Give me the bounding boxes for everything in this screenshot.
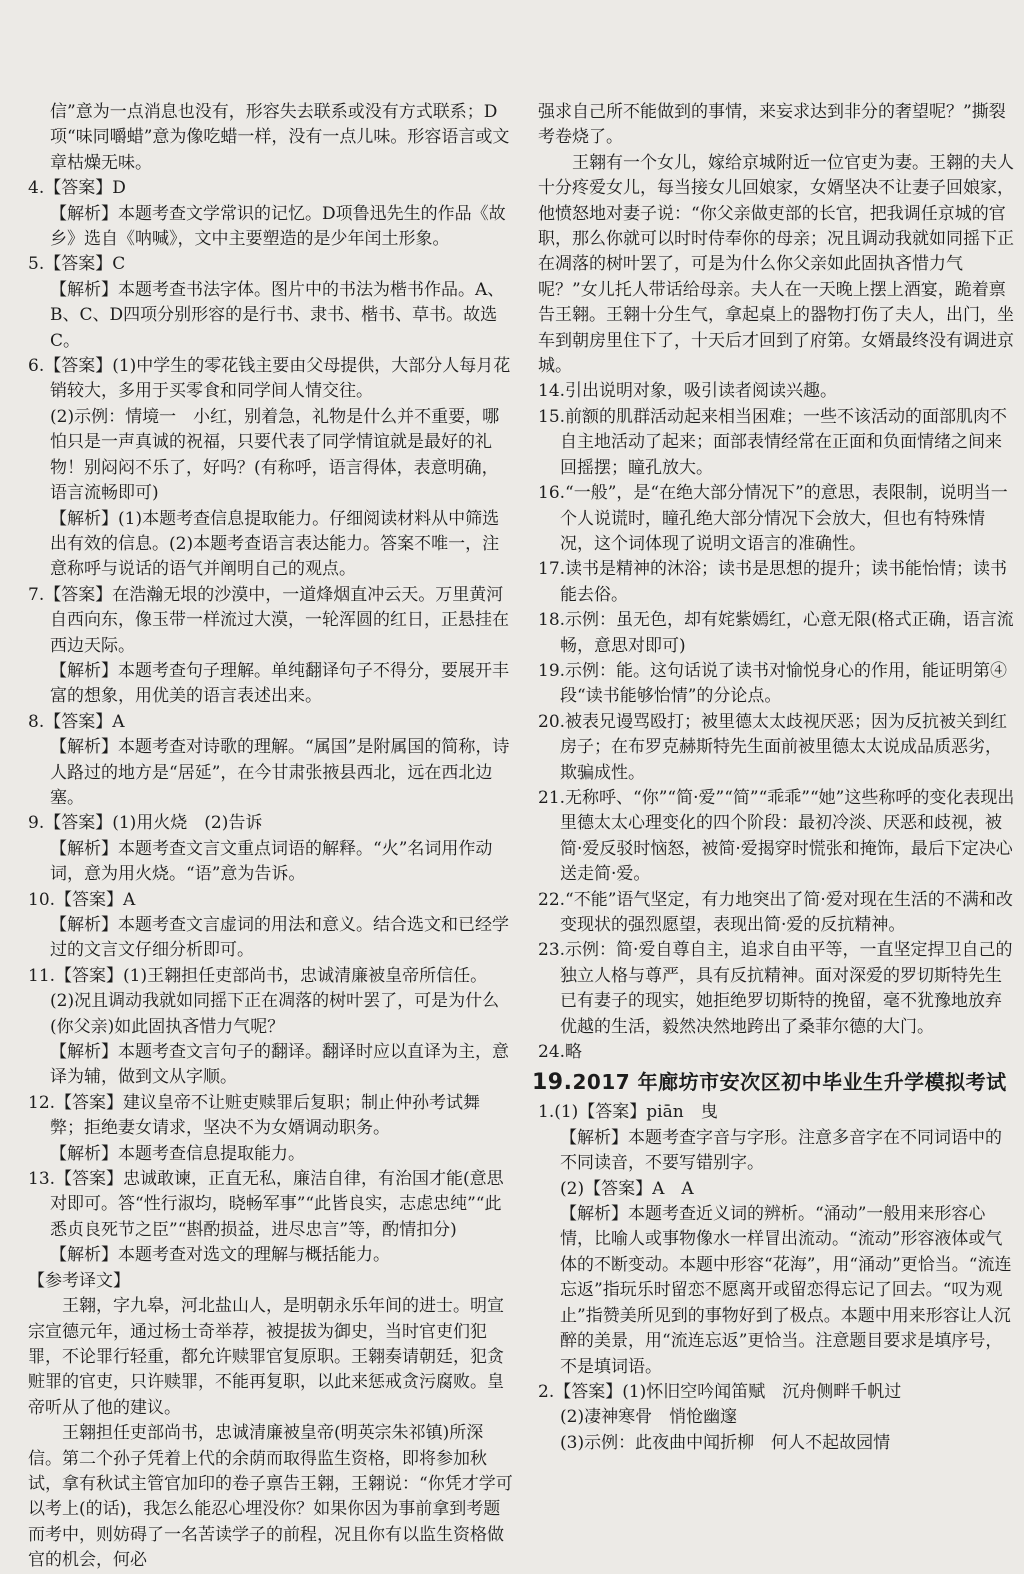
left_column-paragraph: (2)况且调动我就如同摇下正在凋落的树叶罢了，可是为什么(你父亲)如此固执吝惜力气呢？: [50, 991, 500, 1037]
left_column-paragraph: 【解析】本题考查文学常识的记忆。D项鲁迅先生的作品《故乡》选自《呐喊》，文中主要塑造的是少年闰土形象。: [50, 203, 506, 250]
left_column-paragraph: 4.【答案】D: [28, 178, 126, 199]
right_column-paragraph: 22.“不能”语气坚定，有力地突出了简·爱对现在生活的不满和改变现状的强烈愿望，表现出简·爱的反抗精神。: [538, 889, 1013, 935]
right_column-paragraph: 强求自己所不能做到的事情，来妄求达到非分的奢望呢？”撕裂考卷烧了。: [538, 102, 1006, 148]
section_column-paragraph: 1.(1)【答案】piān 曳: [538, 1102, 718, 1123]
left_column-paragraph: 【解析】本题考查对选文的理解与概括能力。: [50, 1245, 390, 1266]
right_column-paragraph: 20.被表兄谩骂殴打；被里德太太歧视厌恶；因为反抗被关到红房子；在布罗克赫斯特先生面前被里德太太说成品质恶劣，欺骗成性。: [538, 711, 1008, 783]
section_column-paragraph: 【解析】本题考查近义词的辨析。“涌动”一般用来形容心情，比喻人或事物像水一样冒出流动。“流动”形容液体或气体的不断变动。本题中形容“花海”，用“涌动”更恰当。“流连忘返”指玩乐时留恋不愿离开或留恋得忘记了回去。“叹为观止”指赞美所见到的事物好到了极点。本题中用来形容让人沉醉的美景，用“流连忘返”更恰当。注意题目要求是填序号，不是填词语。: [560, 1204, 1012, 1377]
section_column-paragraph: (3)示例：此夜曲中闻折柳 何人不起故园情: [560, 1432, 891, 1453]
left_column-paragraph: 12.【答案】建议皇帝不让赃吏赎罪后复职；制止仲孙考试舞弊；拒绝妻女请求，坚决不为女婿调动职务。: [28, 1092, 481, 1139]
right_column-paragraph: 王翱有一个女儿，嫁给京城附近一位官吏为妻。王翱的夫人十分疼爱女儿，每当接女儿回娘家，女婿坚决不让妻子回娘家，他愤怒地对妻子说：“你父亲做吏部的长官，把我调任京城的官职，那么你就可以时时侍奉你的母亲；况且调动我就如同摇下正在凋落的树叶罢了，可是为什么你父亲如此固执吝惜力气呢？”女儿托人带话给母亲。夫人在一天晚上摆上酒宴，跪着禀告王翱。王翱十分生气，拿起桌上的器物打伤了夫人，出门，坐车到朝房里住下了，十天后才回到了府第。女婿最终没有调进京城。: [538, 152, 1014, 377]
left-column: [28, 100, 513, 1574]
left_column-paragraph: 【解析】本题考查文言虚词的用法和意义。结合选文和已经学过的文言文仔细分析即可。: [50, 915, 509, 961]
right_column-paragraph: 17.读书是精神的沐浴；读书是思想的提升；读书能怡情；读书能去俗。: [538, 559, 1008, 605]
left_column-paragraph: 7.【答案】在浩瀚无垠的沙漠中，一道烽烟直冲云天。万里黄河自西向东，像玉带一样流过大漠，一轮浑圆的红日，正悬挂在西边天际。: [28, 584, 509, 656]
left_column-paragraph: 8.【答案】A: [28, 711, 125, 732]
right-column: [532, 100, 1018, 1456]
left_column-paragraph: 10.【答案】A: [28, 889, 136, 910]
section_column-paragraph: 2.【答案】(1)怀旧空吟闻笛赋 沉舟侧畔千帆过: [538, 1381, 902, 1402]
right_column-paragraph: 14.引出说明对象，吸引读者阅读兴趣。: [538, 381, 838, 402]
left_column-paragraph: 6.【答案】(1)中学生的零花钱主要由父母提供，大部分人每月花销较大，多用于买零食和同学间人情交往。: [28, 356, 511, 402]
left_column-paragraph: 【解析】(1)本题考查信息提取能力。仔细阅读材料从中筛选出有效的信息。(2)本题考查语言表达能力。答案不唯一，注意称呼与说话的语气并阐明自己的观点。: [50, 508, 500, 580]
left_column-paragraph: 11.【答案】(1)王翱担任吏部尚书，忠诚清廉被皇帝所信任。: [28, 965, 488, 986]
right_column-paragraph: 18.示例：虽无色，却有姹紫嫣红，心意无限(格式正确，语言流畅，意思对即可): [538, 610, 1014, 656]
section-title: 2017 年廊坊市安次区初中毕业生升学模拟考试: [572, 1070, 1007, 1095]
left_column-paragraph: (2)示例：情境一 小红，别着急，礼物是什么并不重要，哪怕只是一声真诚的祝福，只要代表了同学情谊就是最好的礼物！别闷闷不乐了，好吗？(有称呼，语言得体，表意明确，语言流畅即可): [50, 406, 500, 504]
left_column-paragraph: 【参考译文】: [28, 1270, 130, 1291]
right_column-paragraph: 19.示例：能。这句话说了读书对愉悦身心的作用，能证明第④段“读书能够怡情”的分论点。: [538, 660, 1008, 707]
right_column-paragraph: 21.无称呼、“你”“简·爱”“简”“乖乖”“她”这些称呼的变化表现出里德太太心理变化的四个阶段：最初冷淡、厌恶和歧视，被简·爱反驳时恼怒，被简·爱揭穿时慌张和掩饰，最后下定决心送走简·爱。: [538, 787, 1015, 885]
left_column-paragraph: 9.【答案】(1)用火烧 (2)告诉: [28, 813, 263, 834]
right_column-paragraph: 16.“一般”，是“在绝大部分情况下”的意思，表限制，说明当一个人说谎时，瞳孔绝大部分情况下会放大，但也有特殊情况，这个词体现了说明文语言的准确性。: [538, 483, 1008, 554]
section-number: 19.: [532, 1070, 573, 1096]
left_column-paragraph: 【解析】本题考查文言文重点词语的解释。“火”名词用作动词，意为用火烧。“语”意为告诉。: [50, 838, 493, 885]
left_column-paragraph: 【解析】本题考查文言句子的翻译。翻译时应以直译为主，意译为辅，做到文从字顺。: [50, 1042, 509, 1088]
left_column-paragraph: 【解析】本题考查信息提取能力。: [50, 1143, 305, 1164]
left_column-paragraph: 【解析】本题考查句子理解。单纯翻译句子不得分，要展开丰富的想象，用优美的语言表述出来。: [50, 660, 509, 707]
section_column-paragraph: 【解析】本题考查字音与字形。注意多音字在不同词语中的不同读音，不要写错别字。: [560, 1127, 1002, 1174]
left_column-paragraph: 王翱，字九皋，河北盐山人，是明朝永乐年间的进士。明宣宗宣德元年，通过杨士奇举荐，被提拔为御史，当时官吏们犯罪，不论罪行轻重，都允许赎罪官复原职。王翱奏请朝廷，犯贪赃罪的官吏，只许赎罪，不能再复职，以此来惩戒贪污腐败。皇帝听从了他的建议。: [28, 1296, 504, 1418]
left_column-paragraph: 13.【答案】忠诚敢谏，正直无私，廉洁自律，有治国才能(意思对即可。答“性行淑均，晓畅军事”“此皆良实，志虑忠纯”“此悉贞良死节之臣”“斟酌损益，进尽忠言”等，酌情扣分): [28, 1169, 504, 1240]
left_column-paragraph: 5.【答案】C: [28, 254, 126, 275]
right_column-paragraph: 24.略: [538, 1042, 583, 1063]
right_column-paragraph: 15.前额的肌群活动起来相当困难；一些不该活动的面部肌肉不自主地活动了起来；面部表情经常在正面和负面情绪之间来回摇摆；瞳孔放大。: [538, 406, 1008, 478]
left_column-paragraph: 信”意为一点消息也没有，形容失去联系或没有方式联系；D项“味同嚼蜡”意为像吃蜡一样，没有一点儿味。形容语言或文章枯燥无味。: [50, 102, 510, 173]
section-heading: [532, 1067, 1018, 1098]
left_column-paragraph: 王翱担任吏部尚书，忠诚清廉被皇帝(明英宗朱祁镇)所深信。第二个孙子凭着上代的余荫而取得监生资格，即将参加秋试，拿有秋试主管官加印的卷子禀告王翱，王翱说：“你凭才学可以考上(的话)，我怎么能忍心埋没你？如果你因为事前拿到考题而考中，则妨碍了一名苦读学子的前程，况且你有以监生资格做官的机会，何必: [28, 1423, 513, 1571]
section_column-paragraph: (2)凄神寒骨 悄怆幽邃: [560, 1407, 738, 1428]
section_column-paragraph: (2)【答案】A A: [560, 1178, 694, 1199]
right_column-paragraph: 23.示例：简·爱自尊自主，追求自由平等，一直坚定捍卫自己的独立人格与尊严，具有反抗精神。面对深爱的罗切斯特先生已有妻子的现实，她拒绝罗切斯特的挽留，毫不犹豫地放弃优越的生活，毅然决然地跨出了桑菲尔德的大门。: [538, 940, 1013, 1037]
left_column-paragraph: 【解析】本题考查对诗歌的理解。“属国”是附属国的简称，诗人路过的地方是“居延”，在今甘肃张掖县西北，远在西北边塞。: [50, 737, 510, 808]
left_column-paragraph: 【解析】本题考查书法字体。图片中的书法为楷书作品。A、B、C、D四项分别形容的是行书、隶书、楷书、草书。故选C。: [50, 279, 505, 351]
